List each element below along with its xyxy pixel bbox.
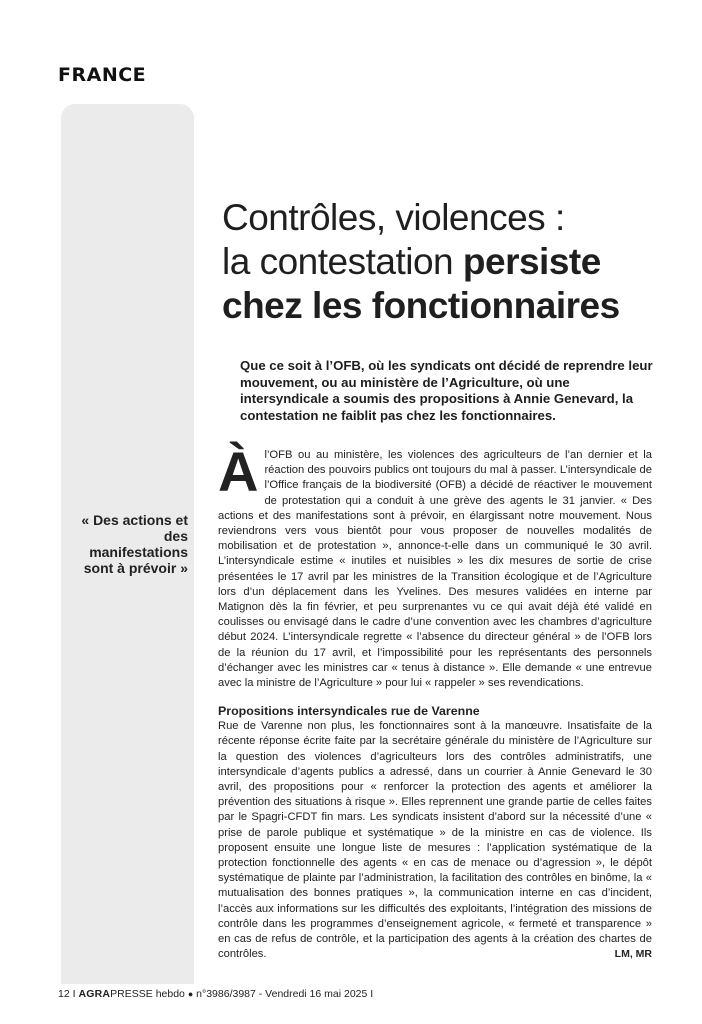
title-line-1: Contrôles, violences :: [222, 197, 565, 238]
page-footer: [58, 988, 373, 1000]
publication-brand: AGRA: [78, 988, 111, 1000]
title-line-2: [222, 240, 662, 284]
title-line-3: chez les fonctionnaires: [222, 285, 620, 326]
paragraph-2: [218, 719, 652, 962]
article-title: [222, 196, 662, 328]
section-heading: FRANCE: [58, 64, 147, 86]
paragraph-1: l’OFB ou au ministère, les violences des agriculteurs de l’an dernier et la réaction des pouvoirs publics ont toujours du mal à passer. L’intersyndicale de l’Office français de la biodiversité (OFB) a décidé de réactiver le mouvement de protestation qui a conduit à une grève des agents le 31 janvier. « Des actions et des manifestations sont à prévoir, en élargissant notre mouvement. Nous reviendrons vers vous bientôt pour vous proposer de nouvelles modalités de mobilisation et de protestation », annonce-t-elle dans un communiqué le 30 avril. L’intersyndicale estime « inutiles et nuisibles » les dix mesures de sortie de crise présentées le 17 avril par les ministres de la Transition écologique et de l’Agriculture lors d’un déplacement dans les Yvelines. Des mesures validées en interne par Matignon dès la fin février, et peu surprenantes vu ce qui avait déjà été validé en coulisses ou envisagé dans le cadre d’une convention avec les chambres d’agriculture début 2024. L’intersyndicale regrette « l’absence du directeur général » de l’OFB lors de la réunion du 17 avril, et l’impossibilité pour les représentants des personnels d’échanger avec les ministres car « tenus à distance ». Elle demande « une entrevue avec la ministre de l’Agriculture » pour lui « rappeler » ses revendications.: [218, 449, 652, 690]
paragraph-2-text: Rue de Varenne non plus, les fonctionnaires sont à la manœuvre. Insatisfaite de la récente réponse écrite faite par la secrétaire générale du ministère de l’Agriculture sur la question des violences d’agriculteurs lors des contrôles administratifs, une intersyndicale d’agents publics a adressé, dans un courrier à Annie Genevard le 30 avril, des propositions pour « renforcer la protection des agents et améliorer la prévention des situations à risque ». Elles reprennent une grande partie de celles faites par le Spagri-CFDT fin mars. Les syndicats insistent d’abord sur la nécessité d’une « prise de parole publique et systématique » de la ministre en cas de violence. Ils proposent ensuite une longue liste de mesures : l’application systématique de la protection fonctionnelle des agents « en cas de menace ou d’agression », le dépôt systématique de plainte par l’administration, la facilitation des contrôles en binôme, la « mutualisation des bonnes pratiques », la communication interne en cas d’incident, l’accès aux informations sur les difficultés des exploitants, l’intégration des missions de contrôle dans les programmes d’enseignement agricole, « fermeté et transparence » en cas de refus de contrôle, et la participation des agents à la création des chartes de contrôles.: [218, 720, 652, 961]
publication-brand-suffix: PRESSE hebdo: [110, 988, 185, 1000]
subheading: Propositions intersyndicales rue de Varenne: [218, 704, 480, 719]
article-lede: Que ce soit à l’OFB, où les syndicats ont décidé de reprendre leur mouvement, ou au ministère de l’Agriculture, où une intersyndicale a soumis des propositions à Annie Genevard, la contestation ne faiblit pas chez les fonctionnaires.: [240, 358, 653, 423]
title-line-2-regular: la contestation: [222, 241, 463, 282]
author-signature: LM, MR: [614, 948, 652, 961]
title-line-2-bold: persiste: [462, 241, 601, 282]
footer-separator: I: [72, 988, 79, 1000]
footer-end-marker: I: [370, 988, 374, 1000]
pull-quote: « Des actions et des manifestations sont à prévoir »: [81, 512, 188, 576]
page-number: 12: [58, 988, 70, 1000]
bullet-icon: ●: [187, 989, 194, 999]
issue-info: n°3986/3987 - Vendredi 16 mai 2025: [196, 988, 368, 1000]
drop-cap: À: [218, 440, 259, 503]
article-body: [218, 440, 652, 963]
